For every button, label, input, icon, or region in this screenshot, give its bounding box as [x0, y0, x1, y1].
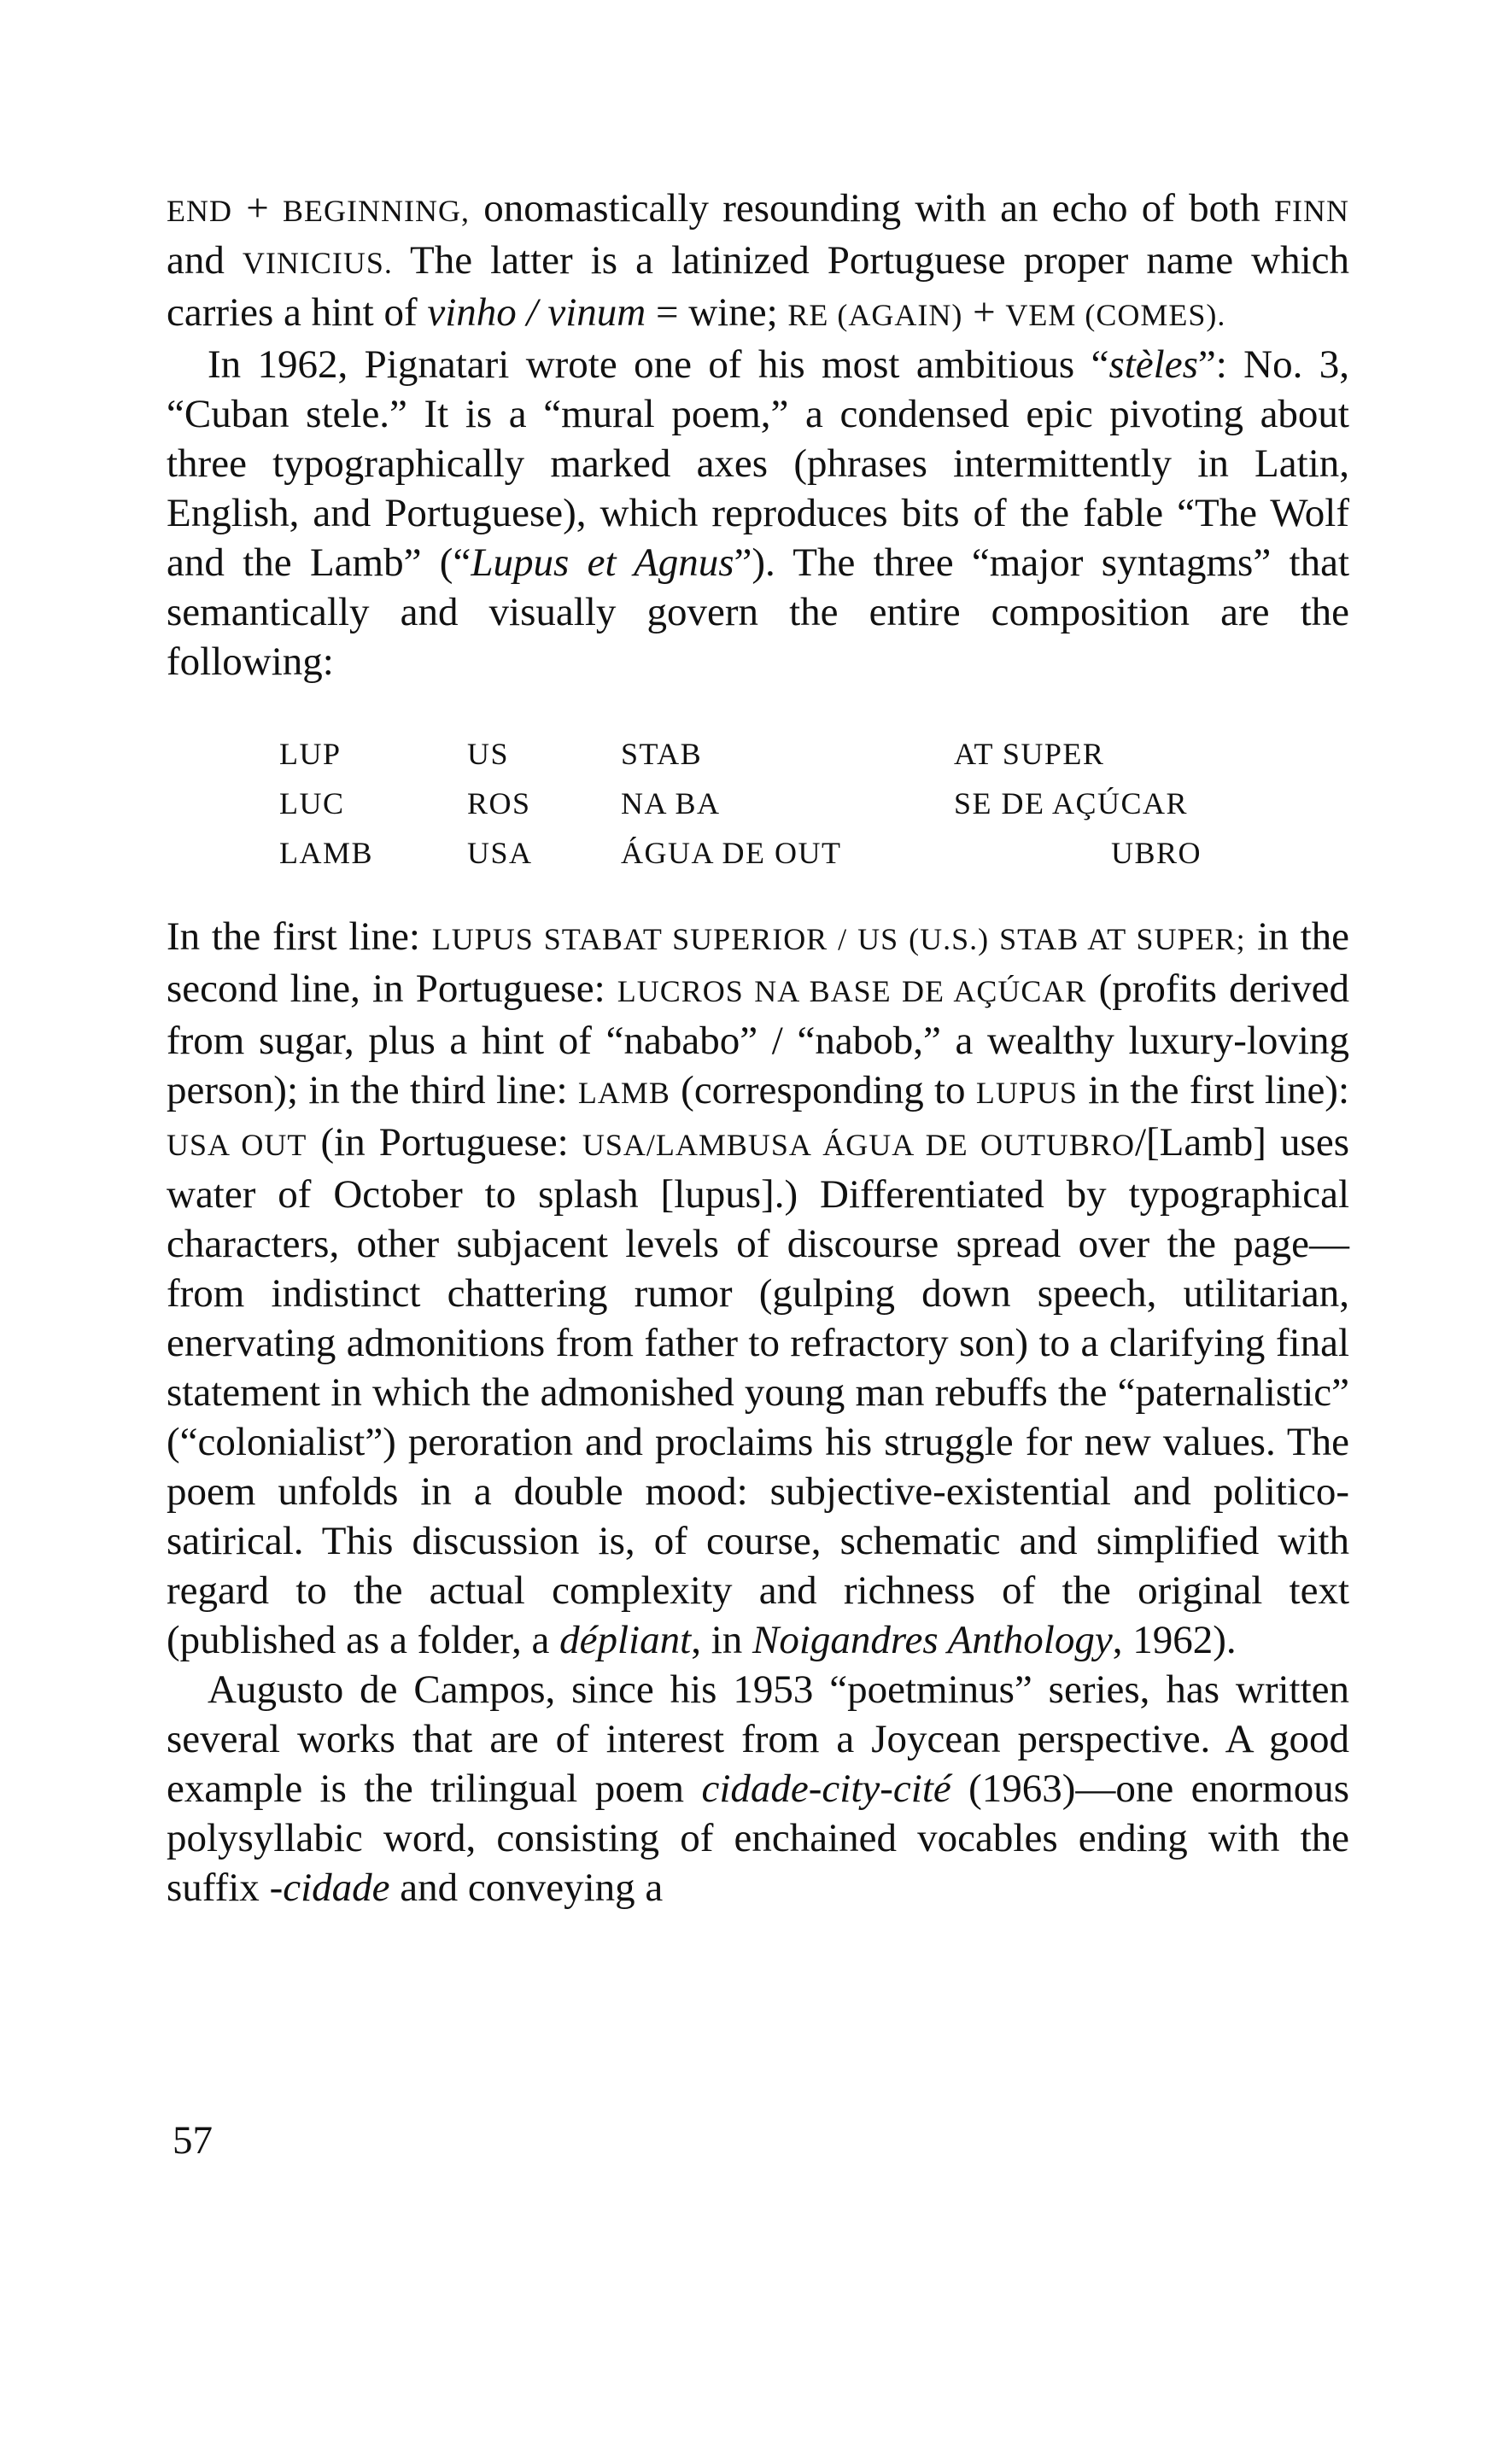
text-run: in the second line, in Portuguese: [167, 914, 1349, 1011]
italic-run: Noigandres Anthology [752, 1618, 1113, 1662]
syntagm-row [279, 779, 1349, 828]
text-run: (corresponding to [670, 1068, 976, 1112]
text-run: ”: No. 3, “Cuban stele.” It is a “mural poem,” a condensed epic pivoting about three typographically marked axes (phrases intermittently in Latin, English, and Portuguese), which reproduces bits of the fable “The Wolf and the Lamb” (“ [167, 342, 1349, 585]
italic-run: Lupus et Agnus [471, 540, 734, 585]
text-run: + [232, 186, 284, 231]
text-run: (profits derived from sugar, plus a hint of “nababo” / “nabob,” a wealthy luxury-loving person); in the third line: [167, 966, 1350, 1112]
syntagm-cell: UBRO [1110, 836, 1202, 870]
syntagm-cell: LAMB [279, 836, 374, 870]
small-caps-run: LAMB [577, 1076, 670, 1110]
paragraph [167, 184, 1349, 340]
syntagm-cell: USA [467, 836, 533, 870]
syntagm-row [279, 828, 1349, 878]
syntagm-table [279, 729, 1349, 878]
italic-run: vinho / vinum [427, 290, 646, 335]
text-run: The latter is a latinized Portuguese proper name which carries a hint of [167, 238, 1349, 335]
text-run: , 1962). [1112, 1618, 1237, 1662]
paragraph [167, 1665, 1349, 1912]
syntagm-cell: ROS [467, 786, 531, 820]
syntagm-cell: STAB [621, 737, 703, 771]
text-run: In the first line: [167, 914, 432, 959]
text-run: In 1962, Pignatari wrote one of his most ambitious “ [208, 342, 1109, 387]
text-run: = wine; [646, 290, 788, 335]
small-caps-run: RE (AGAIN) [787, 298, 963, 332]
small-caps-run: LUCROS NA BASE DE AÇÚCAR [617, 974, 1087, 1008]
text-run: and [167, 238, 243, 283]
syntagm-cell: NA BA [621, 786, 721, 820]
text-run: ”). The three “major syntagms” that semantically and visually govern the entire composition are the following: [167, 540, 1350, 684]
italic-run: -cidade [269, 1866, 390, 1910]
small-caps-run: LUPUS STABAT SUPERIOR / US (U.S.) STAB AT SUPER; [431, 922, 1246, 956]
small-caps-run: VEM (COMES). [1005, 298, 1226, 332]
text-run: onomastically resounding with an echo of both [470, 186, 1274, 231]
text-run: and conveying a [389, 1866, 664, 1910]
paragraph [167, 912, 1349, 1665]
text-run: /[Lamb] uses water of October to splash [lupus].) Differentiated by typographical characters, other subjacent levels of discourse spread over the page—from indistinct chattering rumor (gulping down speech, utilitarian, enervating admonitions from father to refractory son) to a clarifying final statement in which the admonished young man rebuffs the “paternalistic” (“colonialist”) peroration and proclaims his struggle for new values. The poem unfolds in a double mood: subjective-existential and politico-satirical. This discussion is, of course, schematic and simplified with regard to the actual complexity and richness of the original text (published as a folder, a [167, 1120, 1349, 1662]
small-caps-run: END [167, 194, 232, 228]
small-caps-run: FINN [1274, 194, 1350, 228]
paragraph [167, 340, 1349, 686]
text-run: + [962, 290, 1006, 335]
syntagm-cell: SE DE AÇÚCAR [954, 786, 1189, 820]
text-run: Augusto de Campos, since his 1953 “poetminus” series, has written several works that are of interest from a Joycean perspective. A good example is the trilingual poem [167, 1667, 1349, 1811]
text-run: (in Portuguese: [307, 1120, 582, 1165]
syntagm-cell: ÁGUA DE OUT [621, 836, 842, 870]
small-caps-run: VINICIUS. [242, 246, 393, 280]
small-caps-run: LUPUS [975, 1076, 1078, 1110]
syntagm-cell: LUC [279, 786, 345, 820]
italic-run: dépliant [559, 1618, 692, 1662]
page-body [167, 184, 1349, 1912]
page-number: 57 [173, 2118, 213, 2163]
syntagm-cell: LUP [279, 737, 342, 771]
small-caps-run: BEGINNING, [283, 194, 471, 228]
text-run: (1963)—one enormous polysyllabic word, consisting of enchained vocables ending with the suffix [167, 1766, 1349, 1910]
small-caps-run: USA/LAMBUSA ÁGUA DE OUTUBRO [582, 1128, 1135, 1162]
syntagm-row [279, 729, 1349, 779]
syntagm-cell: US [467, 737, 510, 771]
small-caps-run: USA OUT [167, 1128, 307, 1162]
italic-run: stèles [1108, 342, 1198, 387]
text-run: , in [691, 1618, 752, 1662]
italic-run: cidade-city-cité [701, 1766, 951, 1811]
syntagm-cell: AT SUPER [954, 737, 1105, 771]
text-run: in the first line): [1077, 1068, 1350, 1112]
